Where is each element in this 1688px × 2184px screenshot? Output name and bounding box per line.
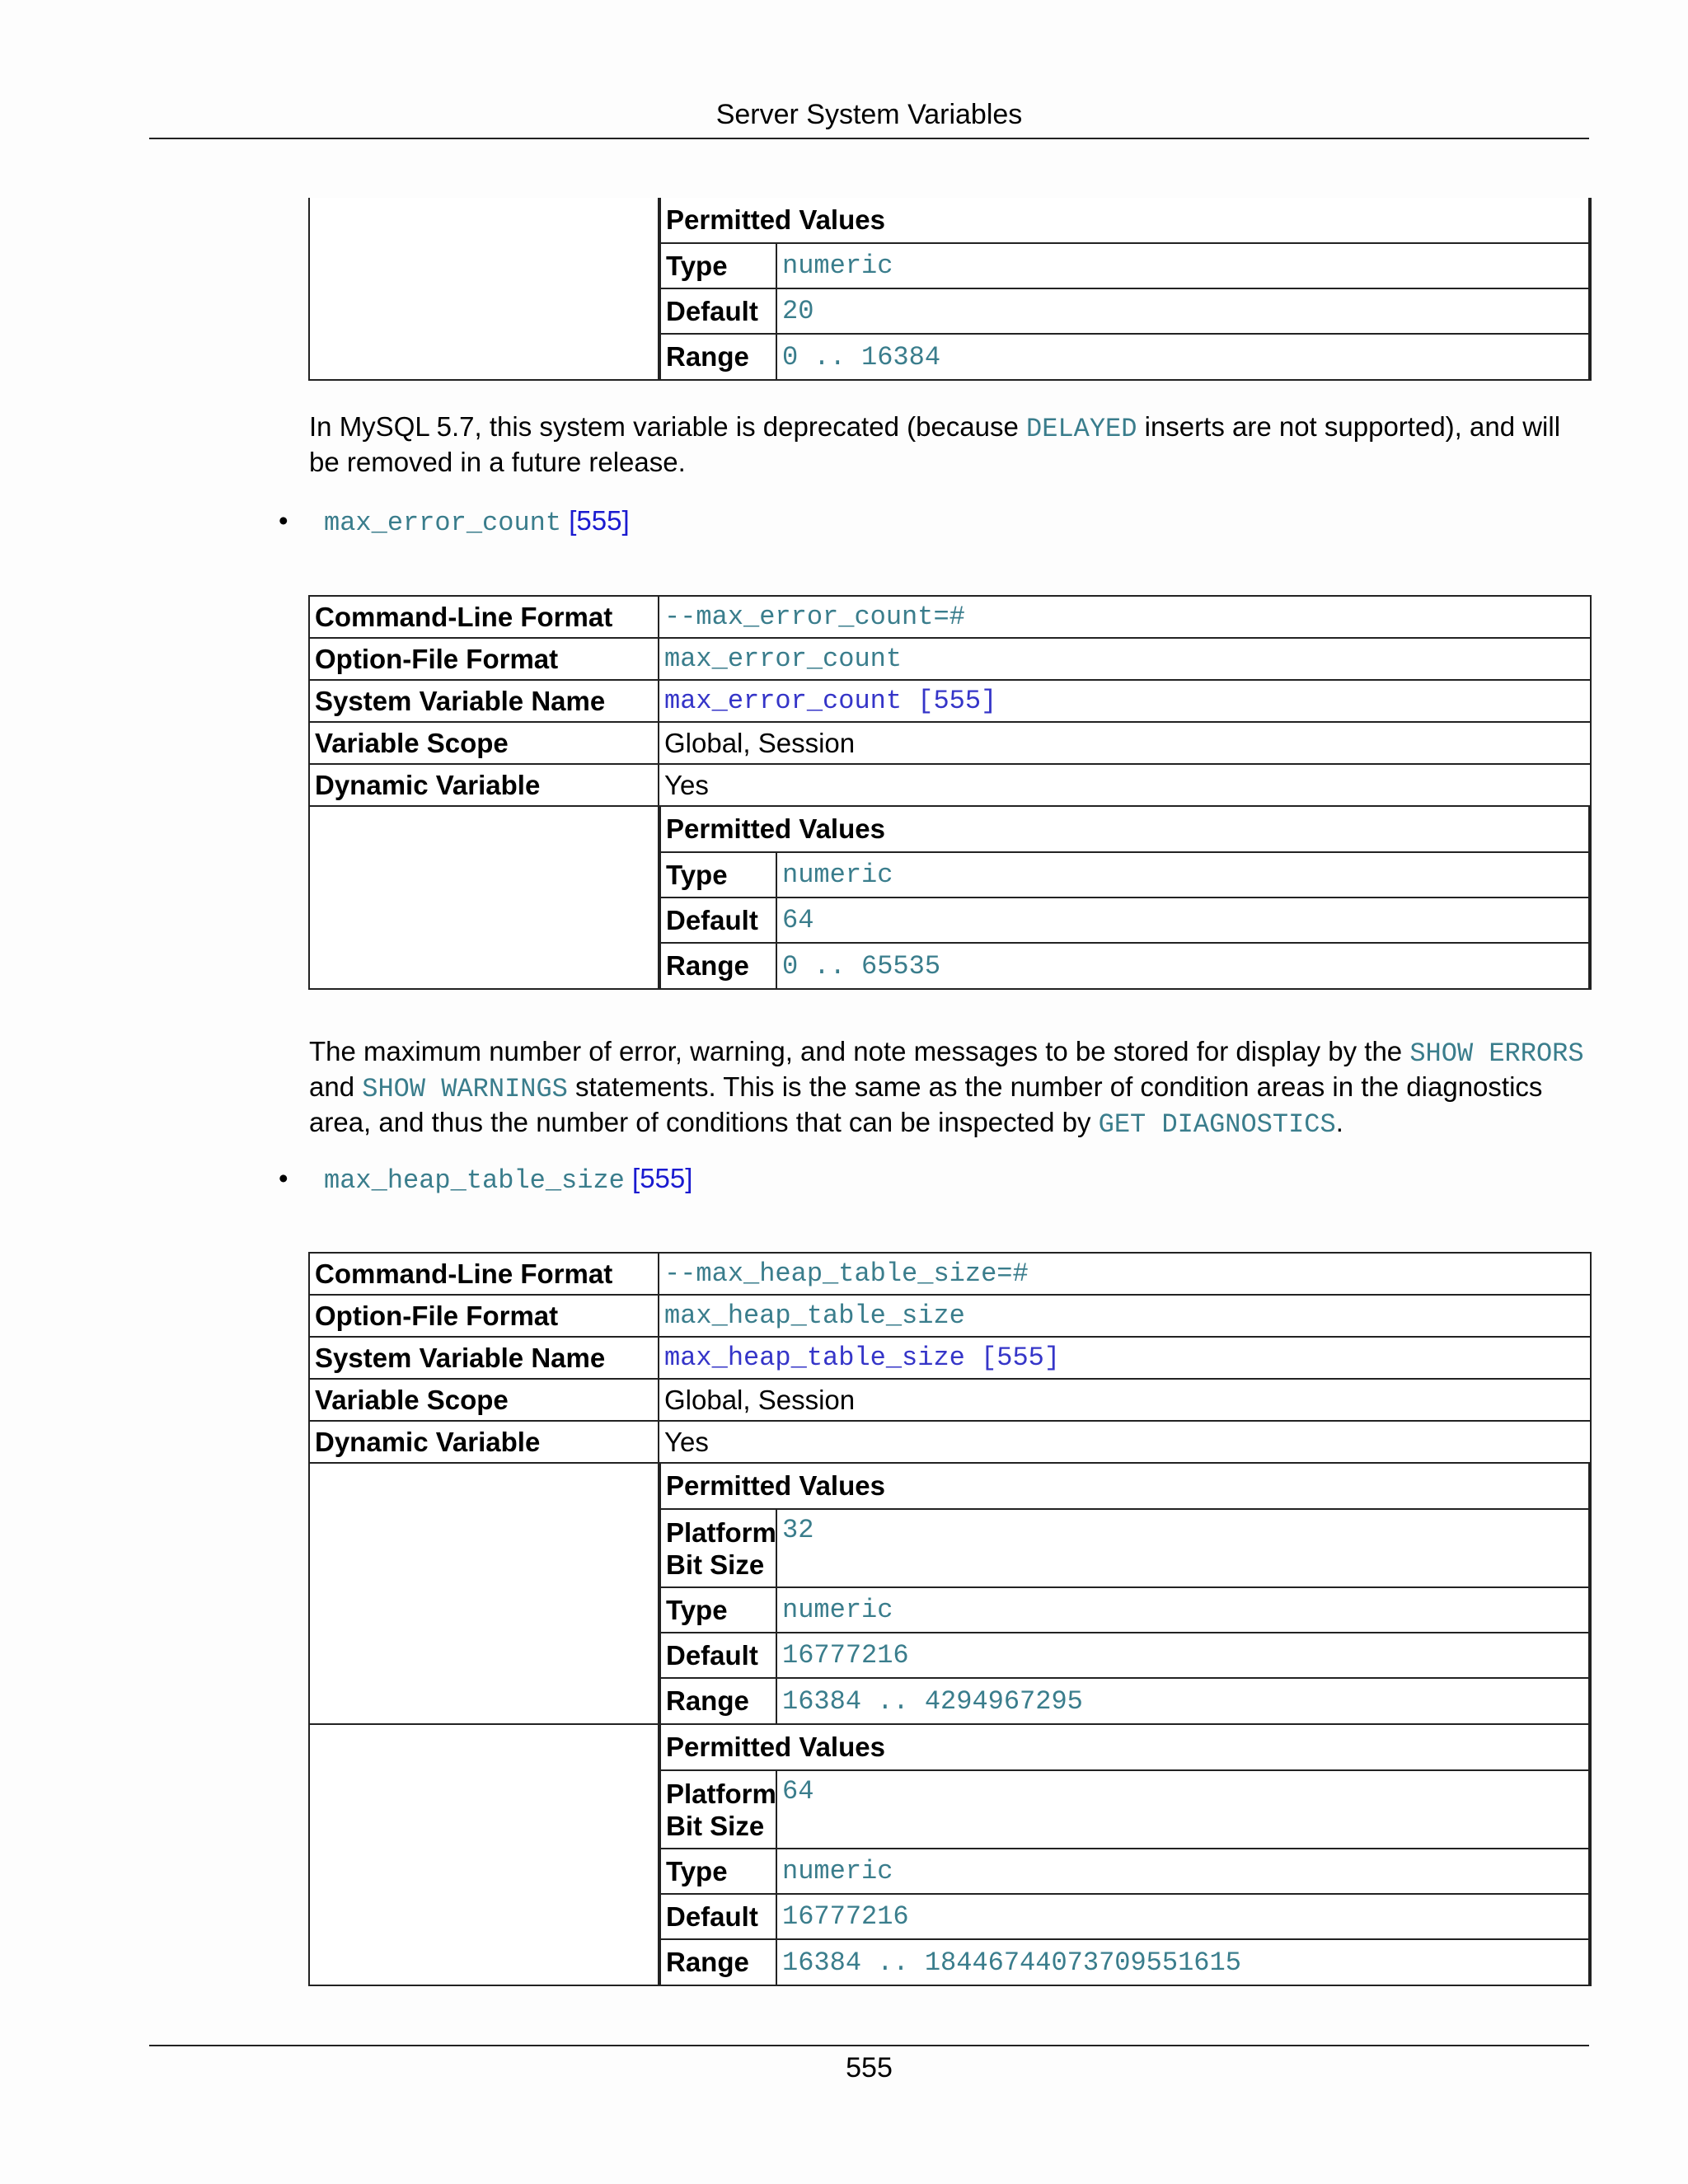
- code-delayed: DELAYED: [1026, 414, 1137, 444]
- bullet-icon: •: [279, 1163, 288, 1193]
- max-heap-table-size-table: [308, 1252, 1592, 1986]
- range-label: Range: [660, 1678, 776, 1723]
- permitted-values-64bit-table: [659, 1725, 1590, 1985]
- default-label: Default: [660, 1633, 776, 1678]
- row-label: Option-File Format: [309, 638, 659, 680]
- system-variable-name-link[interactable]: max_heap_table_size [555]: [659, 1337, 1591, 1379]
- para-text: In MySQL 5.7, this system variable is deprecated (because: [309, 411, 1027, 442]
- range-value: 16384 .. 4294967295: [776, 1678, 1589, 1723]
- type-value: numeric: [776, 243, 1589, 288]
- platform-bit-size-label: Platform Bit Size: [660, 1509, 776, 1587]
- range-value: 16384 .. 18446744073709551615: [776, 1939, 1589, 1985]
- variable-scope-value: Global, Session: [659, 1379, 1591, 1421]
- range-value: 0 .. 16384: [776, 334, 1589, 379]
- permitted-values-label: Permitted Values: [660, 1464, 1589, 1509]
- variable-name[interactable]: max_error_count: [324, 508, 562, 538]
- max-error-count-table: [308, 595, 1592, 990]
- row-label: Command-Line Format: [309, 1253, 659, 1295]
- default-value: 16777216: [776, 1633, 1589, 1678]
- type-value: numeric: [776, 1587, 1589, 1633]
- permitted-values-label: Permitted Values: [660, 807, 1589, 852]
- row-label: Variable Scope: [309, 722, 659, 764]
- row-label: System Variable Name: [309, 680, 659, 722]
- range-label: Range: [660, 943, 776, 988]
- dynamic-variable-value: Yes: [659, 1421, 1591, 1463]
- range-label: Range: [660, 1939, 776, 1985]
- row-label: Option-File Format: [309, 1295, 659, 1337]
- page-title: Server System Variables: [715, 99, 1023, 130]
- default-label: Default: [660, 288, 776, 334]
- permitted-values-table: [659, 198, 1590, 379]
- platform-bit-size-value: 32: [776, 1509, 1589, 1587]
- permitted-values-32bit-table: [659, 1464, 1590, 1723]
- type-label: Type: [660, 1587, 776, 1633]
- platform-bit-size-value: 64: [776, 1770, 1589, 1849]
- default-value: 64: [776, 898, 1589, 943]
- code-show-warnings[interactable]: SHOW WARNINGS: [362, 1074, 568, 1104]
- type-label: Type: [660, 1849, 776, 1894]
- permitted-values-table: [659, 807, 1590, 988]
- default-value: 20: [776, 288, 1589, 334]
- blank-cell: [309, 806, 659, 989]
- type-label: Type: [660, 852, 776, 898]
- para-text: and: [309, 1071, 363, 1102]
- type-value: numeric: [776, 1849, 1589, 1894]
- row-label: System Variable Name: [309, 1337, 659, 1379]
- row-label: Command-Line Format: [309, 596, 659, 638]
- range-value: 0 .. 65535: [776, 943, 1589, 988]
- blank-cell: [309, 198, 659, 380]
- variable-scope-value: Global, Session: [659, 722, 1591, 764]
- row-label: Dynamic Variable: [309, 764, 659, 806]
- default-value: 16777216: [776, 1894, 1589, 1939]
- code-show-errors[interactable]: SHOW ERRORS: [1409, 1038, 1584, 1069]
- blank-cell: [309, 1463, 659, 1724]
- permitted-values-label: Permitted Values: [660, 1725, 1589, 1770]
- para-text: inserts are not supported), and will be removed in a future release.: [309, 411, 1561, 477]
- para-text: The maximum number of error, warning, and note messages to be stored for display by the: [309, 1036, 1410, 1066]
- system-variable-name-link[interactable]: max_error_count [555]: [659, 680, 1591, 722]
- command-line-format-value: --max_error_count=#: [659, 596, 1591, 638]
- row-label: Dynamic Variable: [309, 1421, 659, 1463]
- type-label: Type: [660, 243, 776, 288]
- deprecation-note: [309, 410, 1591, 479]
- option-file-format-value: max_error_count: [659, 638, 1591, 680]
- permitted-values-label: Permitted Values: [660, 198, 1589, 243]
- para-text: .: [1335, 1107, 1343, 1137]
- code-get-diagnostics[interactable]: GET DIAGNOSTICS: [1098, 1109, 1336, 1140]
- bullet-icon: •: [279, 505, 288, 536]
- top-variable-table: [308, 198, 1592, 381]
- blank-cell: [309, 1724, 659, 1985]
- default-label: Default: [660, 898, 776, 943]
- page-ref-link[interactable]: [555]: [569, 505, 630, 536]
- page-header: [149, 95, 1589, 139]
- platform-bit-size-label: Platform Bit Size: [660, 1770, 776, 1849]
- type-value: numeric: [776, 852, 1589, 898]
- dynamic-variable-value: Yes: [659, 764, 1591, 806]
- command-line-format-value: --max_heap_table_size=#: [659, 1253, 1591, 1295]
- page-number: 555: [846, 2052, 893, 2083]
- max-error-count-description: [309, 1035, 1591, 1141]
- option-file-format-value: max_heap_table_size: [659, 1295, 1591, 1337]
- para-text: statements. This is the same as the number of condition areas in the diagnostics area, and thus the number of conditions that can be inspected by: [309, 1071, 1543, 1137]
- page-ref-link[interactable]: [555]: [632, 1163, 693, 1193]
- footer-divider: [149, 2045, 1589, 2046]
- variable-name[interactable]: max_heap_table_size: [324, 1165, 625, 1196]
- default-label: Default: [660, 1894, 776, 1939]
- range-label: Range: [660, 334, 776, 379]
- row-label: Variable Scope: [309, 1379, 659, 1421]
